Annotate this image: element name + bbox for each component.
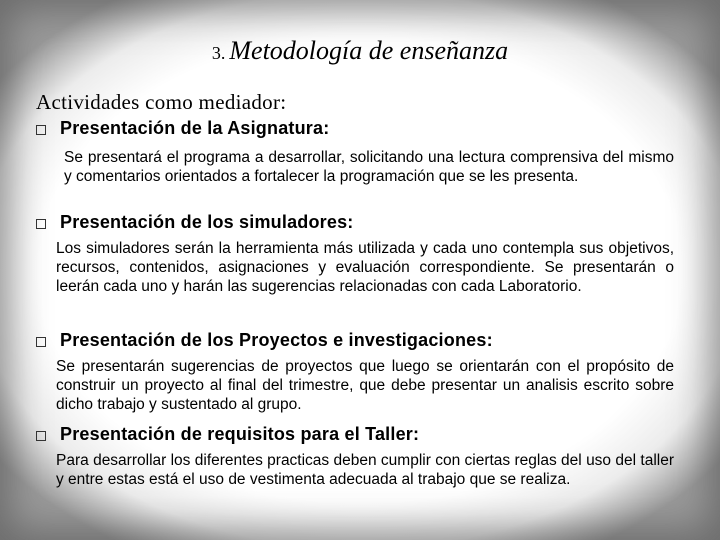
checkbox-bullet-icon <box>36 431 46 441</box>
section-heading-row <box>36 424 674 445</box>
section-heading-row <box>36 118 674 139</box>
section-proyectos <box>36 330 674 415</box>
section-asignatura <box>36 118 674 186</box>
section-body: Los simuladores serán la herramienta más utilizada y cada uno contempla sus objetivos, recursos, contenidos, asignaciones y evaluación correspondiente. Se presentarán o leerán cada uno y harán las sugerencias relacionadas con cada Laboratorio. <box>56 240 674 296</box>
section-taller <box>36 424 674 489</box>
section-heading-row <box>36 330 674 351</box>
section-body: Se presentará el programa a desarrollar, solicitando una lectura comprensiva del mismo y comentarios orientados a fortalecer la programación que se les presenta. <box>64 149 674 186</box>
section-heading: Presentación de la Asignatura: <box>60 118 330 138</box>
section-simuladores <box>36 212 674 297</box>
section-heading-row <box>36 212 674 233</box>
title-text: Metodología de enseñanza <box>229 36 509 65</box>
slide-title <box>0 36 720 66</box>
section-body: Se presentarán sugerencias de proyectos que luego se orientarán con el propósito de construir un proyecto al final del trimestre, que debe presentar un analisis escrito sobre dicho trabajo y sustentado al grupo. <box>56 358 674 414</box>
title-number: 3. <box>211 43 226 63</box>
checkbox-bullet-icon <box>36 219 46 229</box>
section-body: Para desarrollar los diferentes practicas deben cumplir con ciertas reglas del uso del taller y entre estas está el uso de vestimenta adecuada al trabajo que se realiza. <box>56 452 674 489</box>
slide-subtitle: Actividades como mediador: <box>36 90 287 114</box>
checkbox-bullet-icon <box>36 337 46 347</box>
section-heading: Presentación de los Proyectos e investigaciones: <box>60 330 493 350</box>
section-heading: Presentación de requisitos para el Taller: <box>60 424 420 444</box>
checkbox-bullet-icon <box>36 125 46 135</box>
section-heading: Presentación de los simuladores: <box>60 212 354 232</box>
